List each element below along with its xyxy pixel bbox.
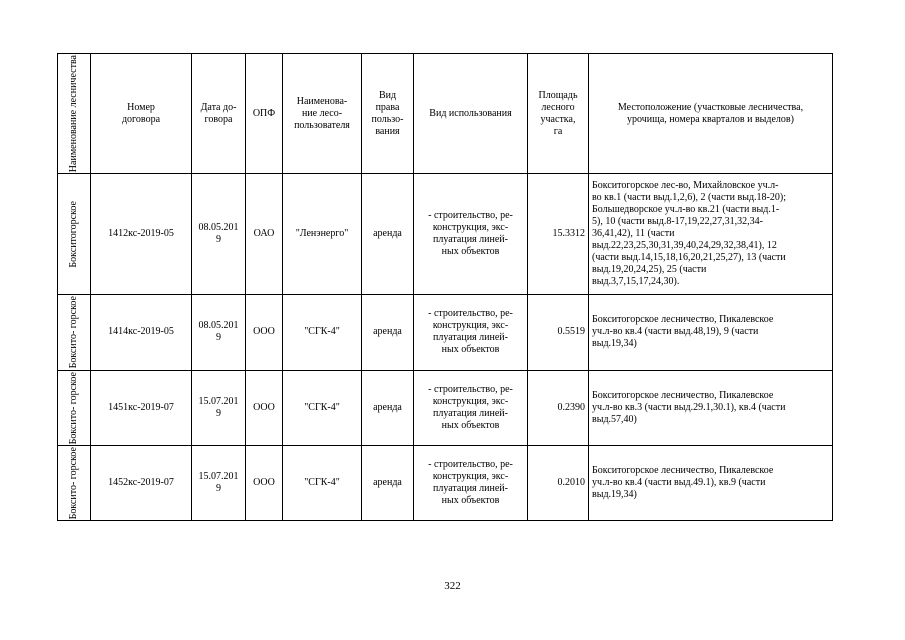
header-row xyxy=(58,54,833,174)
cell-area: 0.2390 xyxy=(528,370,589,445)
cell-opf: ООО xyxy=(246,295,283,370)
header-usage: Вид использования xyxy=(414,54,528,174)
cell-right: аренда xyxy=(362,370,414,445)
cell-date: 15.07.201 9 xyxy=(192,446,246,521)
cell-location: Бокситогорское лесничество, Пикалевское уч.л-во кв.3 (части выд.29.1,30.1), кв.4 (части выд.57,40) xyxy=(589,370,833,445)
cell-usage: - строительство, ре- конструкция, экс- плуатация линей- ных объектов xyxy=(414,295,528,370)
cell-user: "Ленэнерго" xyxy=(283,174,362,295)
cell-opf: ООО xyxy=(246,370,283,445)
cell-area: 0.2010 xyxy=(528,446,589,521)
cell-area: 0.5519 xyxy=(528,295,589,370)
cell-right: аренда xyxy=(362,174,414,295)
cell-area: 15.3312 xyxy=(528,174,589,295)
cell-location: Бокситогорское лесничество, Пикалевское уч.л-во кв.4 (части выд.49.1), кв.9 (части выд.19,34) xyxy=(589,446,833,521)
header-opf: ОПФ xyxy=(246,54,283,174)
table-row xyxy=(58,446,833,521)
table-row xyxy=(58,174,833,295)
cell-location: Бокситогорское лесничество, Пикалевское уч.л-во кв.4 (части выд.48,19), 9 (части выд.19,34) xyxy=(589,295,833,370)
cell-forestry: Бокситогорское xyxy=(58,174,91,295)
header-date: Дата до- говора xyxy=(192,54,246,174)
cell-forestry: Боксито- горское xyxy=(58,446,91,521)
cell-usage: - строительство, ре- конструкция, экс- плуатация линей- ных объектов xyxy=(414,174,528,295)
cell-right: аренда xyxy=(362,446,414,521)
header-location: Местоположение (участковые лесничества, урочища, номера кварталов и выделов) xyxy=(589,54,833,174)
cell-forestry: Боксито- горское xyxy=(58,370,91,445)
cell-user: "СГК-4" xyxy=(283,370,362,445)
header-right: Вид права пользо- вания xyxy=(362,54,414,174)
cell-usage: - строительство, ре- конструкция, экс- плуатация линей- ных объектов xyxy=(414,370,528,445)
cell-right: аренда xyxy=(362,295,414,370)
cell-date: 15.07.201 9 xyxy=(192,370,246,445)
cell-contract-no: 1451кс-2019-07 xyxy=(91,370,192,445)
header-area: Площадь лесного участка, га xyxy=(528,54,589,174)
table-row xyxy=(58,370,833,445)
cell-forestry: Боксито- горское xyxy=(58,295,91,370)
cell-date: 08.05.201 9 xyxy=(192,174,246,295)
cell-date: 08.05.201 9 xyxy=(192,295,246,370)
cell-user: "СГК-4" xyxy=(283,446,362,521)
header-contract-no: Номер договора xyxy=(91,54,192,174)
cell-contract-no: 1414кс-2019-05 xyxy=(91,295,192,370)
cell-location: Бокситогорское лес-во, Михайловское уч.л- во кв.1 (части выд.1,2,6), 2 (части выд.18-20); Большедворское уч.л-во кв.21 (части выд.1- 5), 10 (части выд.8-17,19,22,27,31,32,34- 36,41,42), 11 (части выд.22,23,25,30,31,39,40,24,29,32,38,41), 12 (части выд.14,15,18,16,20,21,25,27), 13 (части выд.19,20,24,25), 25 (части выд.3,7,15,17,24,30). xyxy=(589,174,833,295)
page-number: 322 xyxy=(444,580,461,592)
cell-user: "СГК-4" xyxy=(283,295,362,370)
header-forestry: Наименование лесничества xyxy=(58,54,91,174)
cell-contract-no: 1412кс-2019-05 xyxy=(91,174,192,295)
cell-contract-no: 1452кс-2019-07 xyxy=(91,446,192,521)
header-user: Наименова- ние лесо- пользователя xyxy=(283,54,362,174)
cell-opf: ООО xyxy=(246,446,283,521)
cell-usage: - строительство, ре- конструкция, экс- плуатация линей- ных объектов xyxy=(414,446,528,521)
table-row xyxy=(58,295,833,370)
cell-opf: ОАО xyxy=(246,174,283,295)
forest-lease-table xyxy=(57,53,833,521)
